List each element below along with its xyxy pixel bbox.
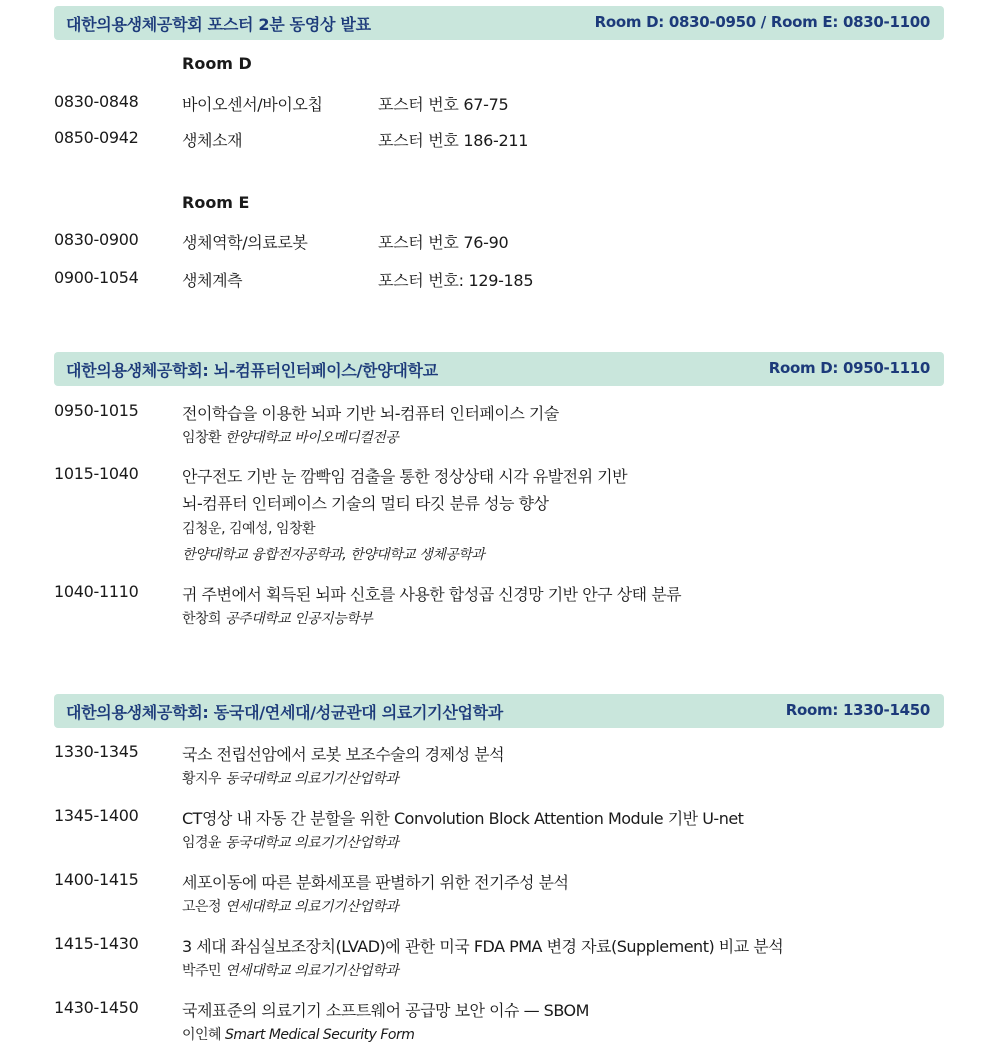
time-slot: 0900-1054 [54, 268, 139, 287]
poster-numbers: 포스터 번호 67-75 [378, 95, 509, 114]
author-name: 이인혜 [182, 1027, 222, 1043]
author-name: 임창환 [182, 430, 222, 446]
room-e-heading: Room E [182, 193, 250, 212]
author-name: 김청운, 김예성, 임창환 [182, 521, 316, 537]
time-slot: 1400-1415 [54, 870, 139, 889]
section-title: 대한의용생체공학회: 동국대/연세대/성균관대 의료기기산업학과 [66, 703, 503, 722]
author-affiliation: 동국대학교 의료기기산업학과 [225, 835, 399, 851]
topic: 생체계측 [182, 271, 243, 290]
author-affiliation: 연세대학교 의료기기산업학과 [225, 899, 399, 915]
author-affiliation: 연세대학교 의료기기산업학과 [225, 963, 399, 979]
talk-author [182, 427, 398, 447]
section-room-time: Room D: 0830-0950 / Room E: 0830-1100 [594, 13, 930, 31]
time-slot: 1330-1345 [54, 742, 139, 761]
poster-numbers: 포스터 번호 186-211 [378, 131, 529, 150]
room-d-heading: Room D [182, 54, 252, 73]
talk-title: CT영상 내 자동 간 분할을 위한 Convolution Block Attention Module 기반 U-net [182, 809, 744, 828]
author-affiliation: 한양대학교 바이오메디컬전공 [225, 430, 399, 446]
time-slot: 0850-0942 [54, 128, 139, 147]
author-name: 박주민 [182, 963, 222, 979]
section-title: 대한의용생체공학회 포스터 2분 동영상 발표 [66, 15, 371, 34]
section-title: 대한의용생체공학회: 뇌-컴퓨터인터페이스/한양대학교 [66, 361, 438, 380]
talk-title: 세포이동에 따른 분화세포를 판별하기 위한 전기주성 분석 [182, 873, 569, 892]
section-room-time: Room: 1330-1450 [785, 701, 930, 719]
author-name: 임경윤 [182, 835, 222, 851]
talk-title: 국소 전립선암에서 로봇 보조수술의 경제성 분석 [182, 745, 505, 764]
author-affiliation: 공주대학교 인공지능학부 [225, 611, 373, 627]
talk-title: 귀 주변에서 획득된 뇌파 신호를 사용한 합성곱 신경망 기반 안구 상태 분류 [182, 585, 682, 604]
time-slot: 0830-0848 [54, 92, 139, 111]
talk-title: 전이학습을 이용한 뇌파 기반 뇌-컴퓨터 인터페이스 기술 [182, 404, 559, 423]
topic: 생체역학/의료로봇 [182, 233, 308, 252]
time-slot: 1430-1450 [54, 998, 139, 1017]
talk-title: 3 세대 좌심실보조장치(LVAD)에 관한 미국 FDA PMA 변경 자료(Supplement) 비교 분석 [182, 937, 784, 956]
talk-title-line-2: 뇌-컴퓨터 인터페이스 기술의 멀티 타깃 분류 성능 향상 [182, 494, 549, 513]
talk-title: 국제표준의 의료기기 소프트웨어 공급망 보안 이슈 — SBOM [182, 1001, 589, 1020]
section-header-band [54, 352, 944, 386]
talk-author [182, 832, 398, 852]
author-affiliation: 동국대학교 의료기기산업학과 [225, 771, 399, 787]
time-slot: 0830-0900 [54, 230, 139, 249]
section-header-band [54, 694, 944, 728]
section-header-band [54, 6, 944, 40]
poster-numbers: 포스터 번호 76-90 [378, 233, 509, 252]
talk-author [182, 608, 372, 628]
talk-author [182, 768, 398, 788]
topic: 생체소재 [182, 131, 243, 150]
author-name: 한창희 [182, 611, 222, 627]
time-slot: 0950-1015 [54, 401, 139, 420]
author-name: 고은정 [182, 899, 222, 915]
talk-author [182, 1024, 414, 1044]
talk-author [182, 960, 398, 980]
topic: 바이오센서/바이오칩 [182, 95, 323, 114]
author-name: 황지우 [182, 771, 222, 787]
time-slot: 1345-1400 [54, 806, 139, 825]
author-affiliation: 한양대학교 융합전자공학과, 한양대학교 생체공학과 [182, 547, 485, 563]
author-affiliation: Smart Medical Security Form [225, 1027, 415, 1043]
time-slot: 1040-1110 [54, 582, 139, 601]
poster-numbers: 포스터 번호: 129-185 [378, 271, 534, 290]
section-room-time: Room D: 0950-1110 [768, 359, 930, 377]
talk-title-line-1: 안구전도 기반 눈 깜빡임 검출을 통한 정상상태 시각 유발전위 기반 [182, 467, 628, 486]
time-slot: 1415-1430 [54, 934, 139, 953]
time-slot: 1015-1040 [54, 464, 139, 483]
talk-author [182, 896, 398, 916]
